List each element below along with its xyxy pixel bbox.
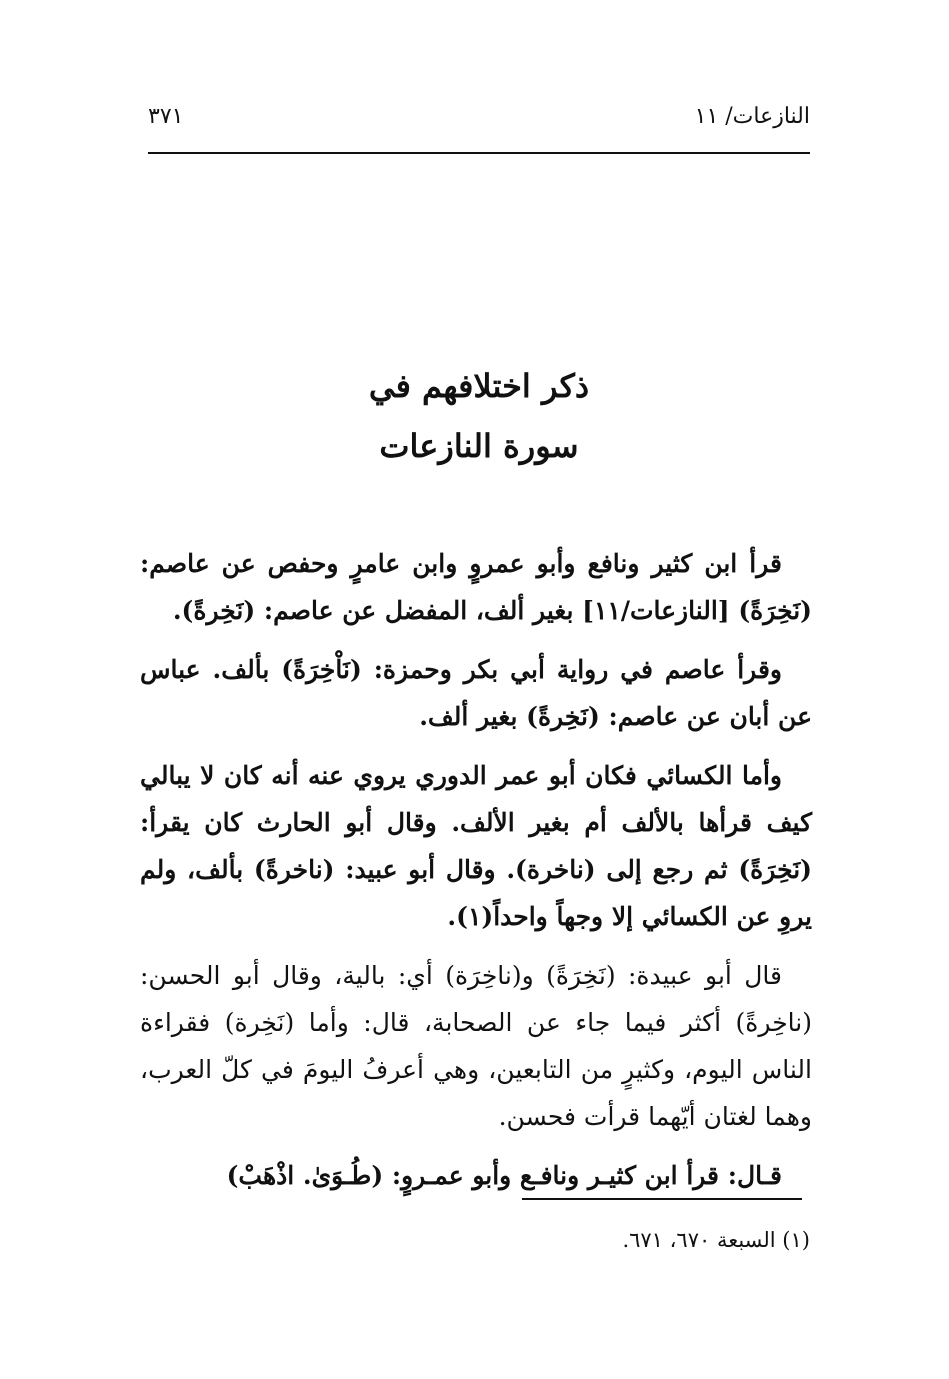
chapter-title-line-1: ذكر اختلافهم في [368, 367, 590, 405]
header-surah-reference: النازعات/ ١١ [694, 104, 810, 129]
header-divider [148, 152, 810, 154]
paragraph-3: وأما الكسائي فكان أبو عمر الدوري يروي عنه أنه كان لا يبالي كيف قرأها بالألف أم بغير الألف. وقال أبو الحارث كان يقرأ: (نَخِرَةً) ثم رجع إلى (ناخرة). وقال أبو عبيد: (ناخرةً) بألف، ولم يروِ عن الكسائي إلا وجهاً واحداً(١). [140, 761, 812, 931]
paragraph-5: قـال: قرأ ابن كثيـر ونافـع وأبو عمـروٍ: (طُـوَىٰ. اذْهَبْ) [226, 1161, 782, 1190]
footnote: (١) السبعة ٦٧٠، ٦٧١. [622, 1228, 810, 1252]
paragraph-2: وقرأ عاصم في رواية أبي بكر وحمزة: (نَاْخِرَةً) بألف. عباس عن أبان عن عاصم: (نَخِرةً) بغير ألف. [140, 655, 812, 731]
footnote-divider [522, 1198, 802, 1200]
chapter-title [148, 356, 810, 476]
chapter-title-line-2: سورة النازعات [379, 427, 579, 465]
body-text [140, 540, 812, 1211]
paragraph-1: قرأ ابن كثير ونافع وأبو عمروٍ وابن عامرٍ وحفص عن عاصم: (نَخِرَةً) [النازعات/١١] بغير ألف، المفضل عن عاصم: (نَخِرةً). [140, 549, 812, 625]
running-header [148, 100, 810, 140]
paragraph-4: قال أبو عبيدة: (نَخِرَةً) و(ناخِرَة) أي: بالية، وقال أبو الحسن: (ناخِرةً) أكثر فيما جاء عن الصحابة، قال: وأما (نَخِرة) فقراءة الناس اليوم، وكثيرٍ من التابعين، وهي أعرفُ اليومَ في كلّ العرب، وهما لغتان أيّهما قرأت فحسن. [140, 961, 812, 1131]
header-page-number: ٣٧١ [148, 104, 184, 129]
